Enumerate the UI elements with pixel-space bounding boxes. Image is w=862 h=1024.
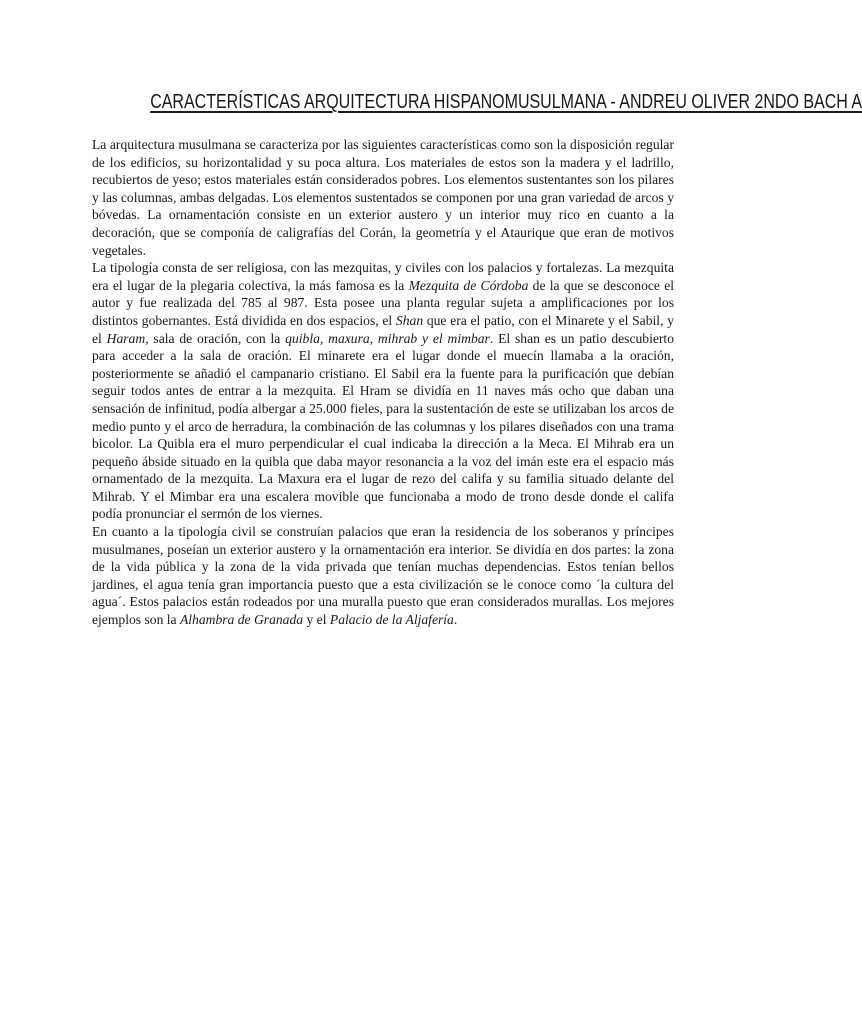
paragraph (92, 136, 674, 259)
paragraph-text: . (453, 612, 458, 628)
paragraph (92, 523, 674, 629)
paragraph-text: de la que se desconoce el autor y fue realizada del 785 al 987. Esta posee una planta regular sujeta a amplificaciones por los distintos gobernantes. Está dividida en dos espacios, el (92, 277, 675, 328)
italic-term: Shan (395, 312, 424, 328)
paragraph-text: , (369, 330, 378, 346)
paragraph-text: La tipología consta de ser religiosa, con las mezquitas, y civiles con los palacios y fortalezas. La mezquita era el lugar de la plegaria colectiva, la más famosa es la (92, 260, 674, 293)
italic-term: Haram (106, 330, 146, 346)
paragraph-text: En cuanto a la tipología civil se construían palacios que eran la residencia de los soberanos y príncipes musulmanes, poseían un exterior austero y la ornamentación era interior. Se dividía en dos partes: la zona de la vida pública y la zona de la vida privada que tenían muchas dependencias. Estos tenían bellos jardines, el agua tenía gran importancia puesto que a esta civilización se le conoce como ´la cultura del agua´. Estos palacios están rodeados por una muralla puesto que eran considerados murallas. Los mejores ejemplos son la (92, 524, 674, 628)
paragraph-text: , sala de oración, con la (145, 330, 286, 346)
document-title: CARACTERÍSTICAS ARQUITECTURA HISPANOMUSULMANA - ANDREU OLIVER 2NDO BACH A (150, 91, 862, 113)
paragraph-text: . El shan es un patio descubierto para acceder a la sala de oración. El minarete era el lugar donde el muecín llamaba a la oración, posteriormente se añadió el campanario cristiano. El Sabil era la fuente para la purificación que debían seguir todos antes de entrar a la mezquita. El Hram se dividía en 11 naves más ocho que daban una sensación de infinitud, podía albergar a 25.000 fieles, para la sustentación de este se utilizaban los arcos de medio punto y el arco de herradura, la combinación de las columnas y los pilares diseñados con una trama bicolor. La Quibla era el muro perpendicular el cual indicaba la dirección a la Meca. El Mihrab era un pequeño ábside situado en la quibla que daba mayor resonancia a la voz del imán este era el espacio más ornamentado de la mezquita. La Maxura era el lugar de rezo del califa y su familia situado delante del Mihrab. Y el Mimbar era una escalera movible que funcionaba a modo de trono desde donde el califa podía pronunciar el sermón de los viernes. (92, 330, 675, 522)
paragraph (92, 259, 674, 523)
document-body (92, 136, 674, 629)
italic-term: Alhambra de Granada (179, 612, 304, 628)
italic-term: Palacio de la Aljafería (329, 612, 454, 628)
italic-term: Mezquita de Córdoba (408, 277, 529, 293)
document-page (92, 86, 862, 629)
italic-term: maxura (328, 330, 370, 346)
italic-term: quibla (285, 330, 320, 346)
paragraph-text: , (319, 330, 329, 346)
italic-term: mihrab y el mimbar (377, 330, 490, 346)
paragraph-text: La arquitectura musulmana se caracteriza por las siguientes características como son la disposición regular de los edificios, su horizontalidad y su poca altura. Los materiales de estos son la madera y el ladrillo, recubiertos de yeso; estos materiales están considerados pobres. Los elementos sustentantes son los pilares y las columnas, ambas delgadas. Los elementos sustentados se componen por una gran variedad de arcos y bóvedas. La ornamentación consiste en un exterior austero y un interior muy rico en cuanto a la decoración, que se componía de caligrafías del Corán, la geometría y el Ataurique que eran de motivos vegetales. (92, 137, 674, 258)
paragraph-text: que era el patio, con el Minarete y el Sabil, y el (92, 312, 674, 346)
paragraph-text: y el (303, 612, 330, 628)
